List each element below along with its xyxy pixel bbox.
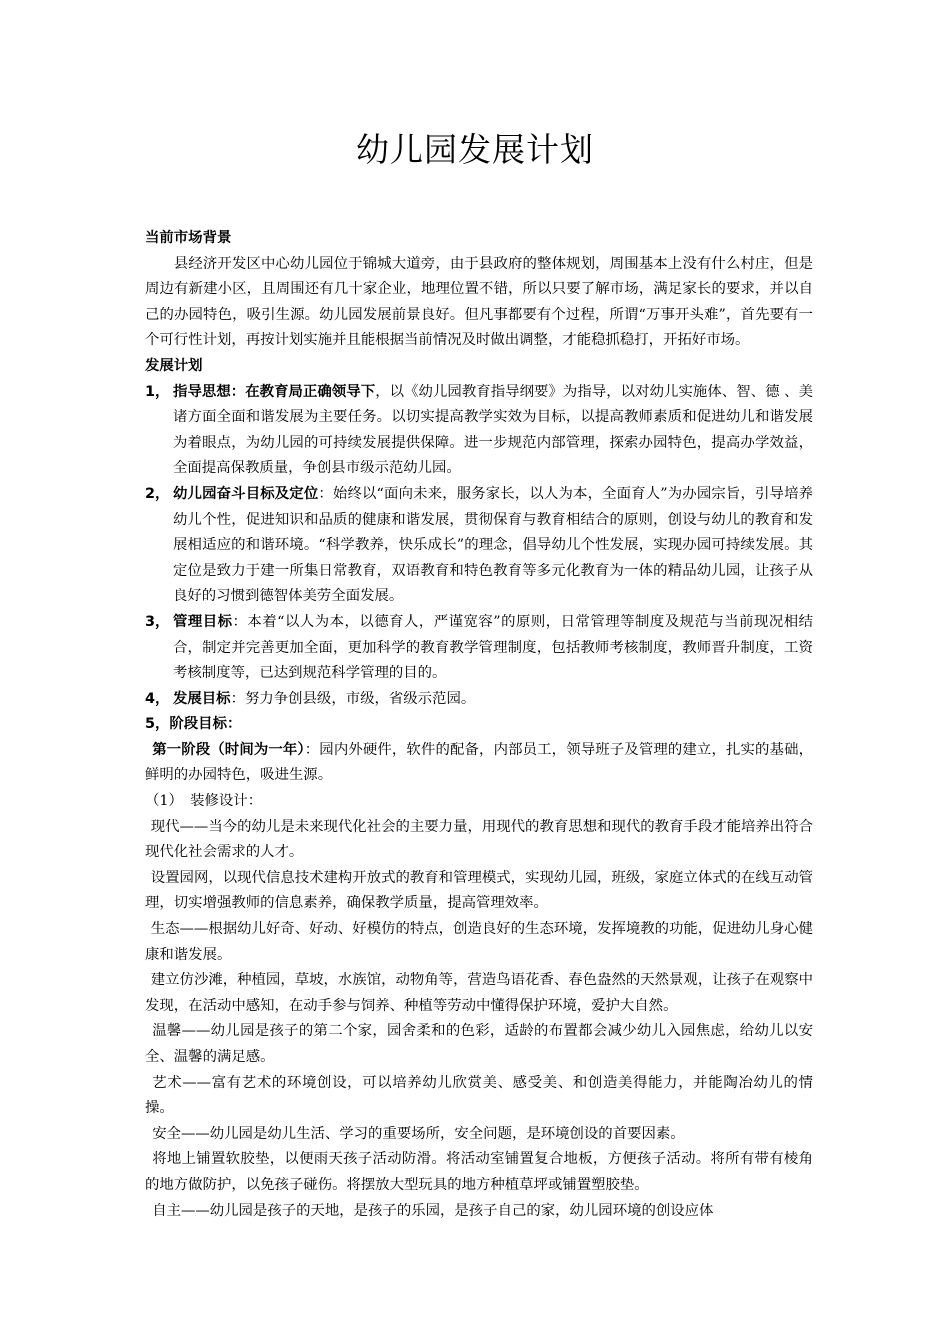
- item-label: 指导思想：在教育局正确领导下: [173, 383, 376, 400]
- item-label: 发展目标: [173, 690, 231, 707]
- item-number: 4，: [145, 690, 170, 707]
- plan-item-2: [145, 482, 813, 610]
- plan-heading: 发展计划: [145, 357, 203, 374]
- item-text: ：本着“以人为本，以德育人，严谨宽容”的原则，日常管理等制度及规范与当前现况相结合，制定并完善更加全面，更加科学的教育教学管理制度，包括教师考核制度，教师晋升制度，工资考核制度等，已达到规范科学管理的目的。: [173, 613, 813, 682]
- item-content: [173, 482, 813, 610]
- paragraph-art: 艺术——富有艺术的环境创设，可以培养幼儿欣赏美、感受美、和创造美得能力，并能陶冶幼儿的情操。: [145, 1074, 813, 1117]
- plan-item-3: [145, 610, 813, 687]
- item-number: 2，: [145, 485, 170, 502]
- paragraph-network: 设置园网，以现代信息技术建构开放式的教育和管理模式，实现幼儿园，班级，家庭立体式的在线互动管理，切实增强教师的信息素养，确保教学质量，提高管理效率。: [145, 869, 813, 912]
- stage-first-paragraph: [145, 738, 813, 789]
- document-body: [145, 226, 813, 1224]
- stage-first-label: 第一阶段（时间为一年）: [152, 741, 305, 758]
- paragraph-autonomy: 自主——幼儿园是孩子的天地，是孩子的乐园，是孩子自己的家，幼儿园环境的创设应体: [152, 1202, 714, 1219]
- item-number: 1，: [145, 383, 170, 400]
- stage-heading: 5，阶段目标：: [145, 716, 242, 733]
- paragraph-warmth: 温馨——幼儿园是孩子的第二个家，园舍柔和的色彩，适龄的布置都会减少幼儿入园焦虑，给幼儿以安全、温馨的满足感。: [145, 1023, 813, 1065]
- item-text: ，以《幼儿园教育指导纲要》为指导，以对幼儿实施体、智、德 、美诸方面全面和谐发展为主要任务。以切实提高教学实效为目标，以提高教师素质和促进幼儿和谐发展为着眼点，为幼儿园的可持续发展提供保障。进一步规范内部管理，探索办园特色，提高办学效益，全面提高保教质量，争创县市级示范幼儿园。: [173, 383, 813, 477]
- item-label: 幼儿园奋斗目标及定位: [173, 485, 319, 502]
- paragraph-modern: 现代——当今的幼儿是未来现代化社会的主要力量，用现代的教育思想和现代的教育手段才能培养出符合现代化社会需求的人才。: [145, 818, 813, 861]
- paragraph-facilities: 建立仿沙滩，种植园，草坡，水族馆，动物角等，营造鸟语花香、春色盎然的天然景观，让孩子在观察中发现，在活动中感知，在动手参与饲养、种植等劳动中懂得保护环境，爱护大自然。: [145, 972, 813, 1014]
- paragraph-ecology: 生态——根据幼儿好奇、好动、好模仿的特点，创造良好的生态环境，发挥境教的功能，促进幼儿身心健康和谐发展。: [145, 921, 813, 963]
- stage-first-text: ：园内外硬件，软件的配备，内部员工，领导班子及管理的建立，扎实的基础，鲜明的办园特色，吸进生源。: [145, 741, 813, 784]
- item-content: [173, 687, 813, 713]
- item-number: 3，: [145, 613, 170, 630]
- background-heading: 当前市场背景: [145, 230, 232, 246]
- sub-heading-decoration: （1） 装修设计：: [145, 793, 263, 810]
- item-text: ：努力争创县级，市级，省级示范园。: [230, 690, 476, 707]
- plan-item-4: [145, 687, 813, 713]
- background-paragraph: 县经济开发区中心幼儿园位于锦城大道旁，由于县政府的整体规划，周围基本上没有什么村庄，但是周边有新建小区，且周围还有几十家企业，地理位置不错，所以只要了解市场，满足家长的要求，并以自己的办园特色，吸引生源。幼儿园发展前景良好。但凡事都要有个过程，所谓“万事开头难”，首先要有一个可行性计划，再按计划实施并且能根据当前情况及时做出调整，才能稳抓稳打，开拓好市场。: [145, 255, 813, 349]
- paragraph-safety: 安全——幼儿园是幼儿生活、学习的重要场所，安全问题，是环境创设的首要因素。: [152, 1125, 685, 1142]
- plan-item-1: [145, 380, 813, 482]
- item-content: [173, 380, 813, 482]
- item-label: 管理目标: [173, 613, 233, 630]
- item-text: ：始终以“面向未来，服务家长，以人为本，全面育人”为办园宗旨，引导培养幼儿个性，促进知识和品质的健康和谐发展，贯彻保育与教育相结合的原则，创设与幼儿的教育和发展相适应的和谐环境。“科学教养，快乐成长”的理念，倡导幼儿个性发展，实现办园可持续发展。其定位是致力于建一所集日常教育，双语教育和特色教育等多元化教育为一体的精品幼儿园，让孩子从良好的习惯到德智体美劳全面发展。: [173, 485, 813, 605]
- item-content: [173, 610, 813, 687]
- document-title: 幼儿园发展计划: [356, 130, 594, 169]
- paragraph-flooring: 将地上铺置软胶垫，以便雨天孩子活动防滑。将活动室铺置复合地板，方便孩子活动。将所有带有棱角的地方做防护，以免孩子碰伤。将摆放大型玩具的地方种植草坪或铺置塑胶垫。: [145, 1151, 813, 1193]
